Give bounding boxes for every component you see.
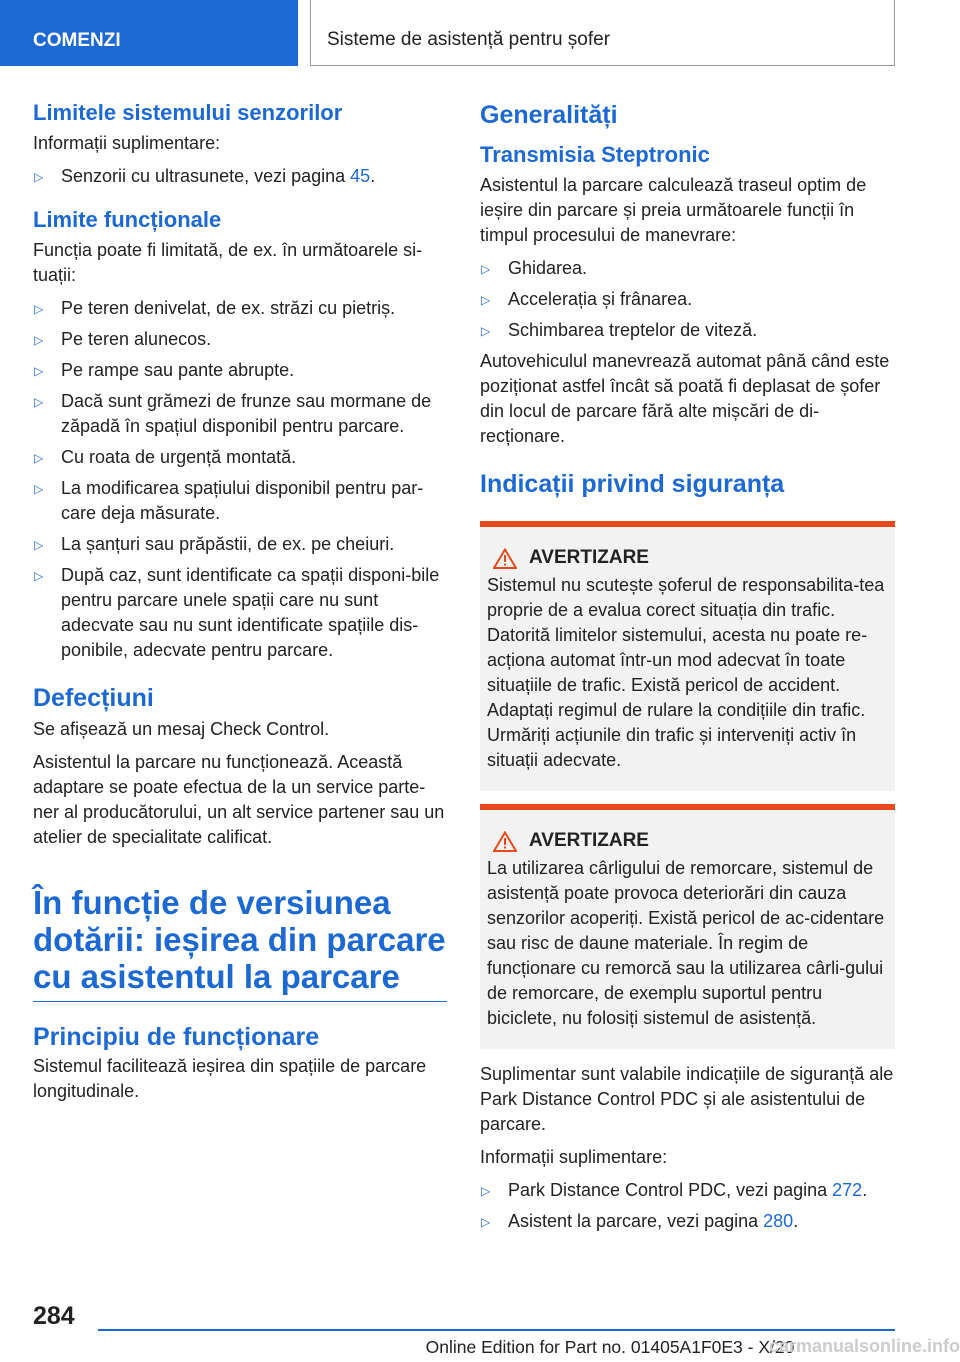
right-column xyxy=(480,100,895,1246)
list-item-text: Cu roata de urgență montată. xyxy=(61,447,297,467)
list-item xyxy=(33,164,447,189)
list-item-tail: . xyxy=(793,1211,799,1231)
warning-text: La utilizarea cârligului de remorcare, sistemul de asistență poate provoca deteriorări din cauza senzorilor acoperiți. Există pericol de ac-cidentare sau risc de daune materiale. În regim de funcționare cu remorcă sau la utilizarea cârli-gului de remorcare, de exemplu suportul pentru biciclete, nu folosiți sistemul de asistență. xyxy=(487,858,885,1028)
footer-divider xyxy=(98,1329,895,1331)
list-item-text: Senzorii cu ultrasunete, vezi pagina xyxy=(61,166,351,186)
section-tab[interactable]: COMENZI xyxy=(0,0,298,66)
watermark: carmanualsonline.info xyxy=(768,1336,960,1356)
warning-triangle-icon xyxy=(493,831,517,852)
list-item xyxy=(33,476,447,526)
list-item-text: Pe rampe sau pante abrupte. xyxy=(61,360,295,380)
warning-title: AVERTIZARE xyxy=(529,547,649,568)
list-item xyxy=(33,445,447,470)
triangle-right-icon: ▷ xyxy=(481,1215,491,1229)
heading-operating-principle: Principiu de funcționare xyxy=(33,1023,320,1051)
warning-title: AVERTIZARE xyxy=(529,830,649,851)
page-link[interactable]: 45 xyxy=(350,166,371,186)
list-item xyxy=(480,1178,895,1203)
list-item-tail: . xyxy=(862,1180,868,1200)
triangle-right-icon: ▷ xyxy=(481,262,491,276)
paragraph: Suplimentar sunt valabile indicațiile de siguranță ale Park Distance Control PDC și ale asistentului de parcare. xyxy=(480,1064,894,1134)
heading-steptronic: Transmisia Steptronic xyxy=(480,142,710,167)
list-item-text: Asistent la parcare, vezi pagina xyxy=(508,1211,764,1231)
triangle-right-icon: ▷ xyxy=(34,482,44,496)
list-item-text: Pe teren denivelat, de ex. străzi cu pietriș. xyxy=(61,298,396,318)
triangle-right-icon: ▷ xyxy=(34,170,44,184)
paragraph: Sistemul facilitează ieșirea din spațiile de parcare longitudinale. xyxy=(33,1056,427,1101)
list-item-text: Dacă sunt grămezi de frunze sau mormane de zăpadă în spațiul disponibil pentru parcare. xyxy=(61,391,432,436)
sensor-list xyxy=(33,164,447,189)
heading-safety: Indicații privind siguranța xyxy=(480,470,785,498)
page-link[interactable]: 272 xyxy=(832,1180,863,1200)
list-item xyxy=(33,327,447,352)
triangle-right-icon: ▷ xyxy=(34,538,44,552)
limits-list xyxy=(33,296,447,663)
warning-box xyxy=(480,804,895,1049)
paragraph: Funcția poate fi limitată, de ex. în următoarele si-tuații: xyxy=(33,240,423,285)
paragraph: Se afișează un mesaj Check Control. xyxy=(33,719,330,739)
left-column xyxy=(33,100,447,1112)
list-item-text: Ghidarea. xyxy=(508,258,588,278)
heading-general: Generalități xyxy=(480,101,618,129)
warning-triangle-icon xyxy=(493,548,517,569)
triangle-right-icon: ▷ xyxy=(481,1184,491,1198)
list-item xyxy=(480,318,895,343)
triangle-right-icon: ▷ xyxy=(34,333,44,347)
chapter-title: Sisteme de asistență pentru șofer xyxy=(310,0,895,66)
steptronic-list xyxy=(480,256,895,343)
more-info-list xyxy=(480,1178,895,1234)
triangle-right-icon: ▷ xyxy=(481,293,491,307)
list-item xyxy=(33,296,447,321)
heading-defects: Defecțiuni xyxy=(33,684,154,712)
page-link[interactable]: 280 xyxy=(763,1211,794,1231)
list-item-tail: . xyxy=(370,166,376,186)
paragraph: Asistentul la parcare nu funcționează. Această adaptare se poate efectua de la un service parte-ner al producătorului, un alt service partener sau un atelier de specialitate calificat. xyxy=(33,752,445,847)
warning-text: Sistemul nu scutește șoferul de responsabilita-tea proprie de a evalua corect situația din trafic. Datorită limitelor sistemului, acesta nu poate re-acționa automat într-un mod adecvat în toate situațiile de trafic. Există pericol de accident. Adaptați regimul de rulare la condițiile din trafic. Urmăriți acțiunile din trafic și interveniți activ în situații adecvate. xyxy=(487,575,885,770)
page-header xyxy=(0,0,960,66)
footer-edition: Online Edition for Part no. 01405A1F0E3 - X/20 xyxy=(425,1337,795,1357)
triangle-right-icon: ▷ xyxy=(481,324,491,338)
list-item-text: Accelerația și frânarea. xyxy=(508,289,693,309)
list-item-text: Schimbarea treptelor de viteză. xyxy=(508,320,758,340)
heading-parking-exit: În funcție de versiunea dotării: ieșirea din parcare cu asistentul la parcare xyxy=(33,884,447,1002)
list-item xyxy=(33,389,447,439)
list-item xyxy=(33,532,447,557)
list-item xyxy=(480,1209,895,1234)
paragraph: Asistentul la parcare calculează traseul optim de ieșire din parcare și preia următoarele funcții în timpul procesului de manevrare: xyxy=(480,175,867,245)
list-item-text: După caz, sunt identificate ca spații disponi-bile pentru parcare unele spații care nu sunt adecvate sau nu sunt identificate spațiile dis-ponibile, adecvate pentru parcare. xyxy=(61,565,440,660)
triangle-right-icon: ▷ xyxy=(34,395,44,409)
triangle-right-icon: ▷ xyxy=(34,451,44,465)
triangle-right-icon: ▷ xyxy=(34,302,44,316)
list-item-text: La șanțuri sau prăpăstii, de ex. pe cheiuri. xyxy=(61,534,395,554)
list-item-text: La modificarea spațiului disponibil pentru par-care deja măsurate. xyxy=(61,478,424,523)
paragraph: Informații suplimentare: xyxy=(33,133,221,153)
list-item xyxy=(480,256,895,281)
list-item-text: Pe teren alunecos. xyxy=(61,329,212,349)
warning-box xyxy=(480,521,895,791)
list-item xyxy=(33,563,447,663)
list-item xyxy=(480,287,895,312)
page-number: 284 xyxy=(33,1302,75,1330)
list-item xyxy=(33,358,447,383)
paragraph: Autovehiculul manevrează automat până când este poziționat astfel încât să poată fi deplasat de șofer din locul de parcare fără alte mișcări de di-recționare. xyxy=(480,351,890,446)
triangle-right-icon: ▷ xyxy=(34,364,44,378)
heading-sensor-limits: Limitele sistemului senzorilor xyxy=(33,100,343,125)
warning-header xyxy=(487,830,887,852)
list-item-text: Park Distance Control PDC, vezi pagina xyxy=(508,1180,833,1200)
triangle-right-icon: ▷ xyxy=(34,569,44,583)
warning-header xyxy=(487,547,887,569)
heading-functional-limits: Limite funcționale xyxy=(33,207,222,232)
paragraph: Informații suplimentare: xyxy=(480,1147,668,1167)
